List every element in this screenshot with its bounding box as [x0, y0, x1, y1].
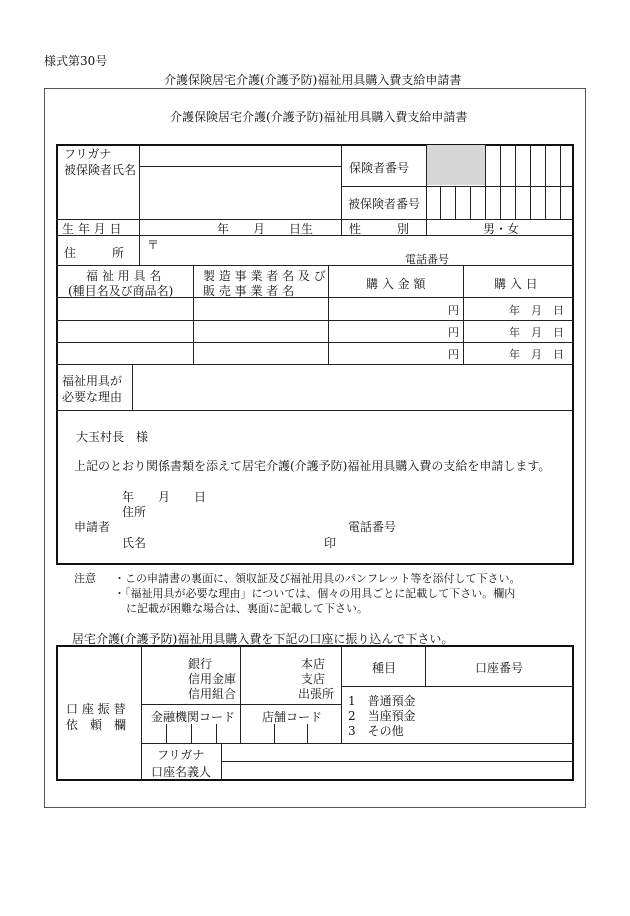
bank-section-label-line2: 依 頼 欄 — [66, 718, 127, 732]
declaration-statement: 上記のとおり関係書類を添えて居宅介護(介護予防)福祉用具購入費の支給を申請します。 — [74, 459, 551, 473]
row1-date: 年 月 日 — [509, 304, 564, 317]
phone-label: 電話番号 — [405, 253, 449, 266]
note-1: ・この申請書の裏面に、領収証及び福祉用具のパンフレット等を添付して下さい。 — [114, 572, 521, 585]
row2-date: 年 月 日 — [509, 326, 564, 339]
account-type-other: 3 その他 — [348, 724, 404, 738]
row2-yen: 円 — [448, 326, 459, 339]
notes-heading: 注意 — [74, 572, 96, 585]
note-2: ・「福祉用具が必要な理由」については、個々の用具ごとに記載して下さい。欄内 — [114, 587, 516, 600]
insured-name-label: 被保険者氏名 — [64, 163, 137, 177]
form-number: 様式第30号 — [44, 54, 108, 68]
purchase-date-header: 購 入 日 — [494, 277, 538, 291]
reason-label-line2: 必要な理由 — [62, 390, 123, 404]
bank-section-label-line1: 口 座 振 替 — [66, 702, 126, 716]
institution-code-label: 金融機関コード — [151, 710, 236, 724]
row3-yen: 円 — [448, 348, 459, 361]
insurer-number-shaded-cells — [426, 145, 485, 185]
account-type-current: 2 当座預金 — [348, 709, 416, 723]
application-date: 年 月 日 — [122, 490, 207, 504]
outer-title: 介護保険居宅介護(介護予防)福祉用具購入費支給申請書 — [164, 73, 462, 87]
row3-date: 年 月 日 — [509, 348, 564, 361]
seal-mark: 印 — [324, 536, 337, 550]
holder-furigana-label: フリガナ — [157, 748, 205, 762]
insured-number-label: 被保険者番号 — [348, 197, 421, 211]
bank-type-shinkin: 信用金庫 — [188, 672, 237, 686]
applicant-phone-label: 電話番号 — [348, 520, 397, 534]
branch-type-branch: 支店 — [301, 672, 326, 686]
item-name-subheader: (種目名及び商品名) — [68, 284, 174, 298]
account-type-ordinary: 1 普通預金 — [348, 694, 416, 708]
applicant-name-label: 氏名 — [122, 536, 147, 550]
sex-label: 性 別 — [349, 222, 410, 236]
account-number-header: 口座番号 — [475, 661, 524, 675]
birth-date-value: 年 月 日生 — [217, 222, 314, 236]
branch-type-office: 出張所 — [298, 687, 335, 701]
inner-title: 介護保険居宅介護(介護予防)福祉用具購入費支給申請書 — [170, 110, 468, 124]
branch-code-label: 店舗コード — [262, 710, 323, 724]
seller-header: 販 売 事 業 者 名 — [203, 284, 295, 298]
sex-value: 男・女 — [483, 222, 520, 236]
bank-type-bank: 銀行 — [188, 657, 213, 671]
row1-yen: 円 — [448, 304, 459, 317]
bank-type-kumiai: 信用組合 — [188, 687, 237, 701]
note-3: に記載が困難な場合は、裏面に記載して下さい。 — [126, 602, 368, 615]
birth-date-label: 生 年 月 日 — [62, 222, 122, 236]
transfer-notice: 居宅介護(介護予防)福祉用具購入費を下記の口座に振り込んで下さい。 — [72, 632, 454, 646]
postal-mark: 〒 — [147, 238, 160, 252]
branch-type-main: 本店 — [301, 657, 326, 671]
applicant-address-label: 住所 — [122, 505, 147, 519]
applicant-label: 申請者 — [74, 520, 111, 534]
account-holder-label: 口座名義人 — [151, 765, 212, 779]
amount-header: 購 入 金 額 — [366, 277, 426, 291]
account-type-header: 種目 — [372, 661, 397, 675]
furigana-label: フリガナ — [64, 147, 112, 161]
maker-header: 製 造 事 業 者 名 及 び — [203, 269, 326, 283]
insurer-number-label: 保険者番号 — [349, 161, 410, 175]
item-name-header: 福 祉 用 具 名 — [86, 269, 162, 283]
addressee: 大玉村長 様 — [76, 430, 149, 444]
address-label: 住 所 — [64, 246, 125, 260]
reason-label-line1: 福祉用具が — [62, 374, 123, 388]
